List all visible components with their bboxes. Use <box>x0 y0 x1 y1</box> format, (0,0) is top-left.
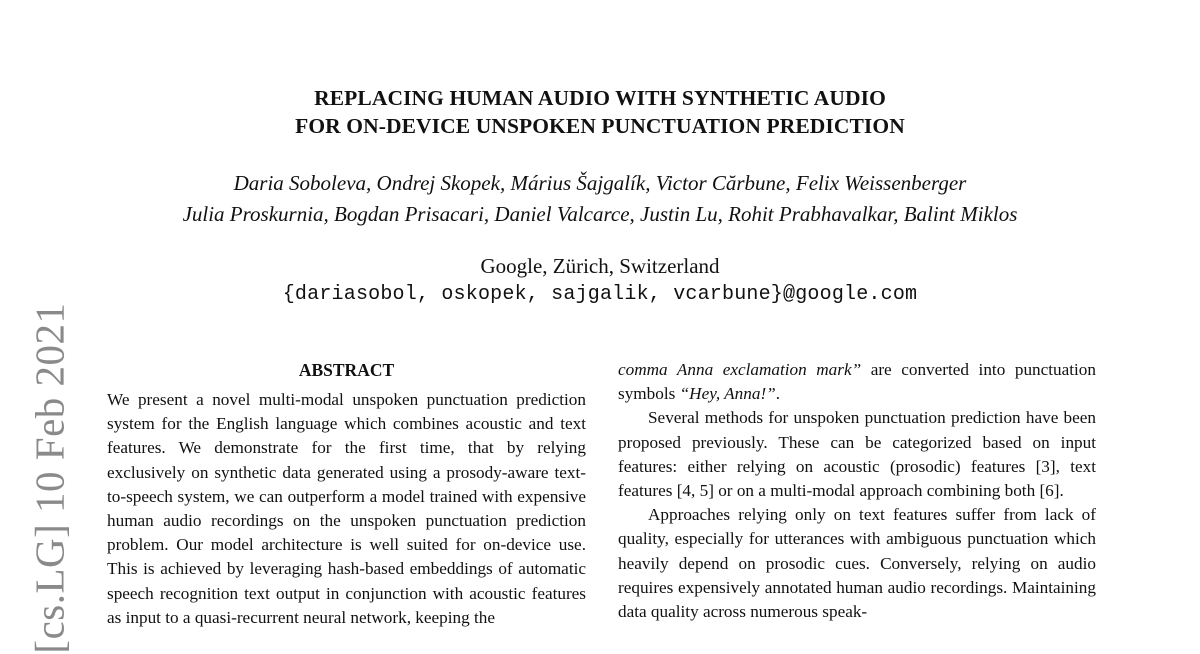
title-line-1: REPLACING HUMAN AUDIO WITH SYNTHETIC AUDIO <box>314 86 886 110</box>
author-list <box>0 168 1200 230</box>
approaches-paragraph: Approaches relying only on text features suffer from lack of quality, especially for utterances with ambiguous punctuation which heavily depend on prosodic cues. Conversely, relying on audio requires expensively annotated human audio recordings. Maintaining data quality across numerous speak- <box>618 505 1096 622</box>
p1-end: . <box>775 384 781 404</box>
author-emails: {dariasobol, oskopek, sajgalik, vcarbune}@google.com <box>282 283 918 306</box>
abstract-heading: ABSTRACT <box>298 360 395 380</box>
affiliation: Google, Zürich, Switzerland <box>480 254 720 278</box>
title-line-2: FOR ON-DEVICE UNSPOKEN PUNCTUATION PREDICTION <box>295 114 905 138</box>
abstract-text: We present a novel multi-modal unspoken punctuation prediction system for the English language which combines acoustic and text features. We demonstrate for the first time, that by relying exclusively on synthetic data generated using a prosody-aware text-to-speech system, we can outperform a model trained with expensive human audio recordings on the unspoken punctuation prediction problem. Our model architecture is well suited for on-device use. This is achieved by leveraging hash-based embeddings of automatic speech recognition text output in conjunction with acoustic features as input to a quasi-recurrent neural network, keeping the <box>107 390 586 627</box>
italic-quote: “Hey, Anna!” <box>679 384 776 404</box>
intro-paragraph-continued <box>618 358 1096 406</box>
left-column <box>107 358 586 630</box>
methods-paragraph: Several methods for unspoken punctuation prediction have been proposed previously. These can be categorized based on input features: either relying on acoustic (prosodic) features [3], text features [4, 5] or on a multi-modal approach combining both [6]. <box>618 408 1096 501</box>
italic-phrase: comma Anna exclamation mark” <box>618 360 862 379</box>
arxiv-stamp-text: [cs.LG] 10 Feb 2021 <box>27 302 73 654</box>
right-column <box>618 358 1096 624</box>
authors-line-1: Daria Soboleva, Ondrej Skopek, Márius Šajgalík, Victor Cărbune, Felix Weissenberger <box>233 171 967 195</box>
p1-middle: are converted into punctuation symbols <box>618 360 1096 404</box>
authors-line-2: Julia Proskurnia, Bogdan Prisacari, Daniel Valcarce, Justin Lu, Rohit Prabhavalkar, Balint Miklos <box>182 202 1018 226</box>
paper-title <box>0 84 1200 140</box>
arxiv-side-stamp <box>26 302 74 654</box>
